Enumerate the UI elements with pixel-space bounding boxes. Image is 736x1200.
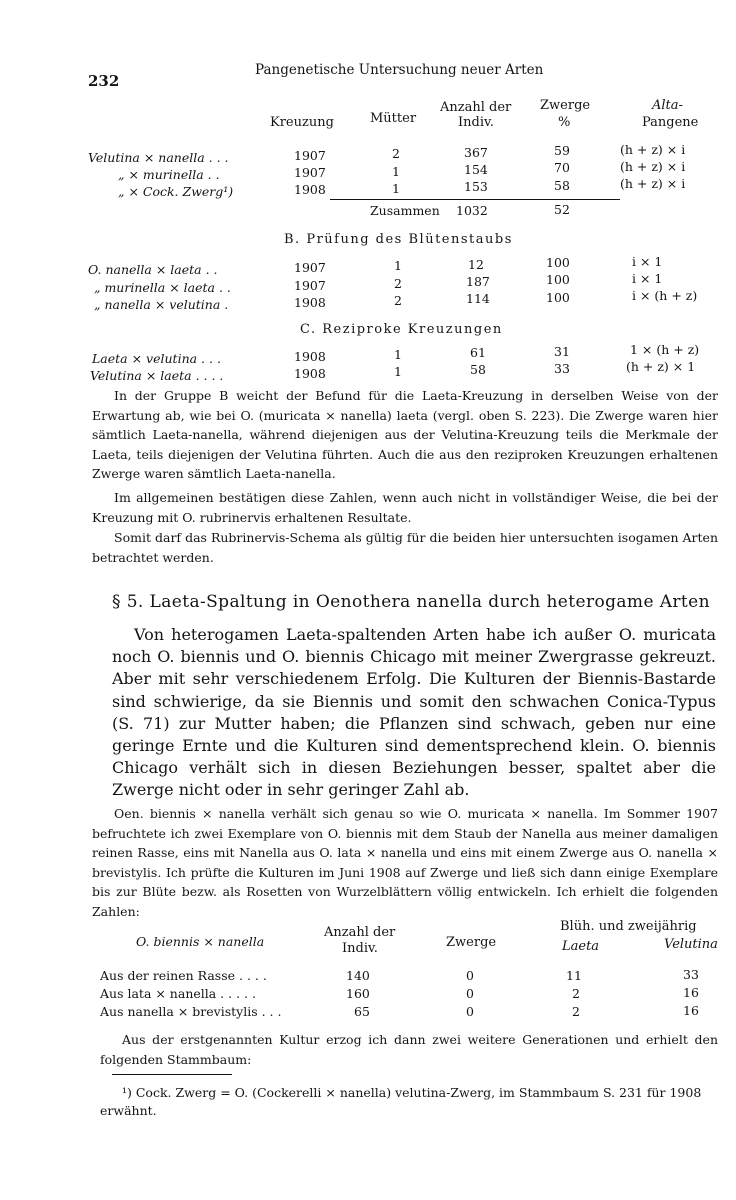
table1-row-b1-count: 12 xyxy=(468,257,484,272)
table1-section-c: C. Reziproke Kreuzungen xyxy=(300,322,503,337)
table1-header-dwarfs-l2: % xyxy=(558,115,571,130)
table1-row-a2-year: 1907 xyxy=(294,165,326,180)
table1-row-c2-cross: Velutina × laeta . . . . xyxy=(90,368,224,383)
table1-row-a2-cross: „ × murinella . . xyxy=(118,167,220,182)
table1-row-a2-mothers: 1 xyxy=(392,164,400,179)
table2-row2-label: Aus lata × nanella . . . . . xyxy=(100,986,256,1001)
table1-row-c1-mothers: 1 xyxy=(394,347,402,362)
table1-row-a1-pangenes: (h + z) × i xyxy=(620,142,686,157)
table1-row-b1-mothers: 1 xyxy=(394,258,402,273)
table1-row-b3-year: 1908 xyxy=(294,295,326,310)
table1-row-a1-dwarfs: 59 xyxy=(554,143,570,158)
table1-row-b1-cross: O. nanella × laeta . . xyxy=(88,262,218,277)
table2-row3-laeta: 2 xyxy=(572,1004,580,1019)
table1-row-c1-dwarfs: 31 xyxy=(554,344,570,359)
table1-row-c1-cross: Laeta × velutina . . . xyxy=(92,351,221,366)
paragraph-group-b: In der Gruppe B weicht der Befund für die Laeta-Kreuzung in derselben Weise von der Erwartung ab, wie bei O. (muricata × nanella) laeta (vergl. oben S. 223). Die Zwerge waren hier sämtlich Laeta-nanella, während diejenigen aus der Velutina-Kreuzung teils die Merkmale der Laeta, teils diejenigen der Velutina führten. Auch die aus den reziproken Kreuzungen erhaltenen Zwerge waren sämtlich Laeta-nanella. xyxy=(92,388,718,481)
table1-row-a3-mothers: 1 xyxy=(392,181,400,196)
table2-row1-count: 140 xyxy=(346,968,370,983)
table1-header-pangenes-l1: Alta- xyxy=(652,98,683,113)
table2-row2-laeta: 2 xyxy=(572,986,580,1001)
table1-row-b3-dwarfs: 100 xyxy=(546,290,570,305)
table1-row-c2-count: 58 xyxy=(470,362,486,377)
table2-header-count-l1: Anzahl der xyxy=(324,925,396,940)
table1-row-c2-dwarfs: 33 xyxy=(554,361,570,376)
paragraph-biennis: Oen. biennis × nanella verhält sich genau so wie O. muricata × nanella. Im Sommer 1907 befruchtete ich zwei Exemplare von O. biennis mit dem Staub der Nanella aus meiner damaligen reinen Rasse, eins mit Nanella aus O. lata × nanella und eins mit einem Zwerge aus O. nanella × brevistylis. Ich prüfte die Kulturen im Juni 1908 auf Zwerge und ließ sich dann einige Exemplare bis zur Blüte bezw. als Rosetten von Wurzelblättern völlig entwickeln. Ich erhielt die folgenden Zahlen: xyxy=(92,806,718,919)
page-number: 232 xyxy=(88,72,120,90)
table1-row-b3-cross: „ nanella × velutina . xyxy=(94,297,229,312)
table1-row-b2-year: 1907 xyxy=(294,278,326,293)
table1-row-c1-pangenes: 1 × (h + z) xyxy=(630,342,700,357)
table2-row1-velutina: 33 xyxy=(683,967,699,982)
table1-row-c2-mothers: 1 xyxy=(394,364,402,379)
table1-row-b2-count: 187 xyxy=(466,274,490,289)
table2-row2-count: 160 xyxy=(346,986,370,1001)
paragraph-summary: Im allgemeinen bestätigen diese Zahlen, wenn auch nicht in vollständiger Weise, die bei der Kreuzung mit O. rubrinervis erhaltenen Resultate. xyxy=(92,490,718,525)
table2-row3-label: Aus nanella × brevistylis . . . xyxy=(100,1004,282,1019)
table2-row2-velutina: 16 xyxy=(683,985,699,1000)
table1-row-b1-pangenes: i × 1 xyxy=(632,254,663,269)
table1-row-a1-year: 1907 xyxy=(294,148,326,163)
table1-row-b2-mothers: 2 xyxy=(394,276,402,291)
paragraph-main: Von heterogamen Laeta-spaltenden Arten habe ich außer O. muricata noch O. biennis und O. biennis Chicago mit meiner Zwergrasse gekreuzt. Aber mit sehr verschiedenem Erfolg. Die Kulturen der Biennis-Bastarde sind schwierige, da sie Biennis und somit den schwachen Conica-Typus (S. 71) zur Mutter haben; die Pflanzen sind schwach, geben nur eine geringe Ernte und die Kulturen sind dementsprechend klein. O. biennis Chicago verhält sich in diesen Beziehungen besser, spaltet aber die Zwerge nicht oder in sehr geringer Zahl ab. xyxy=(112,625,716,800)
table2-header-laeta: Laeta xyxy=(562,939,600,954)
table1-row-c1-year: 1908 xyxy=(294,349,326,364)
table1-row-c2-pangenes: (h + z) × 1 xyxy=(626,359,696,374)
footnote-rule xyxy=(112,1074,232,1075)
table2-row3-count: 65 xyxy=(354,1004,370,1019)
running-head: Pangenetische Untersuchung neuer Arten xyxy=(255,62,544,78)
table1-row-b1-dwarfs: 100 xyxy=(546,255,570,270)
table1-row-a3-pangenes: (h + z) × i xyxy=(620,176,686,191)
table2-row1-laeta: 11 xyxy=(566,968,582,983)
table1-header-cross: Kreuzung xyxy=(270,115,334,130)
table1-row-b2-cross: „ murinella × laeta . . xyxy=(94,280,231,295)
paragraph-pedigree: Aus der erstgenannten Kultur erzog ich dann zwei weitere Generationen und erhielt den folgenden Stammbaum: xyxy=(100,1032,718,1067)
paragraph-schema: Somit darf das Rubrinervis-Schema als gültig für die beiden hier untersuchten isogamen Arten betrachtet werden. xyxy=(92,530,718,565)
table1-total-label: Zusammen xyxy=(370,203,440,218)
table2-row2-dwarfs: 0 xyxy=(466,986,474,1001)
table1-header-count-l2: Indiv. xyxy=(458,115,494,130)
table2-header-cross: O. biennis × nanella xyxy=(136,934,265,949)
table1-row-c2-year: 1908 xyxy=(294,366,326,381)
table1-row-a2-pangenes: (h + z) × i xyxy=(620,159,686,174)
table1-row-a3-cross: „ × Cock. Zwerg¹) xyxy=(118,184,234,199)
table1-row-b2-dwarfs: 100 xyxy=(546,272,570,287)
table1-row-b3-mothers: 2 xyxy=(394,293,402,308)
table1-row-c1-count: 61 xyxy=(470,345,486,360)
footnote: ¹) Cock. Zwerg = O. (Cockerelli × nanella) velutina-Zwerg, im Stammbaum S. 231 für 1908 erwähnt. xyxy=(100,1085,702,1118)
table1-row-a1-mothers: 2 xyxy=(392,146,400,161)
table2-header-bloom: Blüh. und zweijährig xyxy=(560,919,697,934)
table2-row3-velutina: 16 xyxy=(683,1003,699,1018)
table1-total-dwarfs: 52 xyxy=(554,202,570,217)
table2-header-velutina: Velutina xyxy=(664,937,718,952)
table1-row-b3-count: 114 xyxy=(466,291,490,306)
table2-row1-dwarfs: 0 xyxy=(466,968,474,983)
table1-row-a2-dwarfs: 70 xyxy=(554,160,570,175)
table1-section-b: B. Prüfung des Blütenstaubs xyxy=(284,232,513,247)
table1-row-b2-pangenes: i × 1 xyxy=(632,271,663,286)
table2-header-count-l2: Indiv. xyxy=(342,941,378,956)
table1-row-b3-pangenes: i × (h + z) xyxy=(632,288,698,303)
table1-row-a3-dwarfs: 58 xyxy=(554,178,570,193)
table1-header-pangenes-l2: Pangene xyxy=(642,115,699,130)
sum-rule xyxy=(330,199,620,200)
section-heading: § 5. Laeta-Spaltung in Oenothera nanella durch heterogame Arten xyxy=(112,592,710,612)
table2-row1-label: Aus der reinen Rasse . . . . xyxy=(100,968,267,983)
table2-header-dwarfs: Zwerge xyxy=(446,935,497,950)
table1-row-a1-count: 367 xyxy=(464,145,488,160)
table1-row-b1-year: 1907 xyxy=(294,260,326,275)
table1-row-a2-count: 154 xyxy=(464,162,488,177)
table2-row3-dwarfs: 0 xyxy=(466,1004,474,1019)
table1-header-mothers: Mütter xyxy=(370,111,417,126)
table1-header-count-l1: Anzahl der xyxy=(440,100,512,115)
table1-row-a3-year: 1908 xyxy=(294,182,326,197)
table1-header-dwarfs-l1: Zwerge xyxy=(540,98,591,113)
table1-row-a1-cross: Velutina × nanella . . . xyxy=(88,150,229,165)
table1-row-a3-count: 153 xyxy=(464,179,488,194)
table1-total-count: 1032 xyxy=(456,203,488,218)
